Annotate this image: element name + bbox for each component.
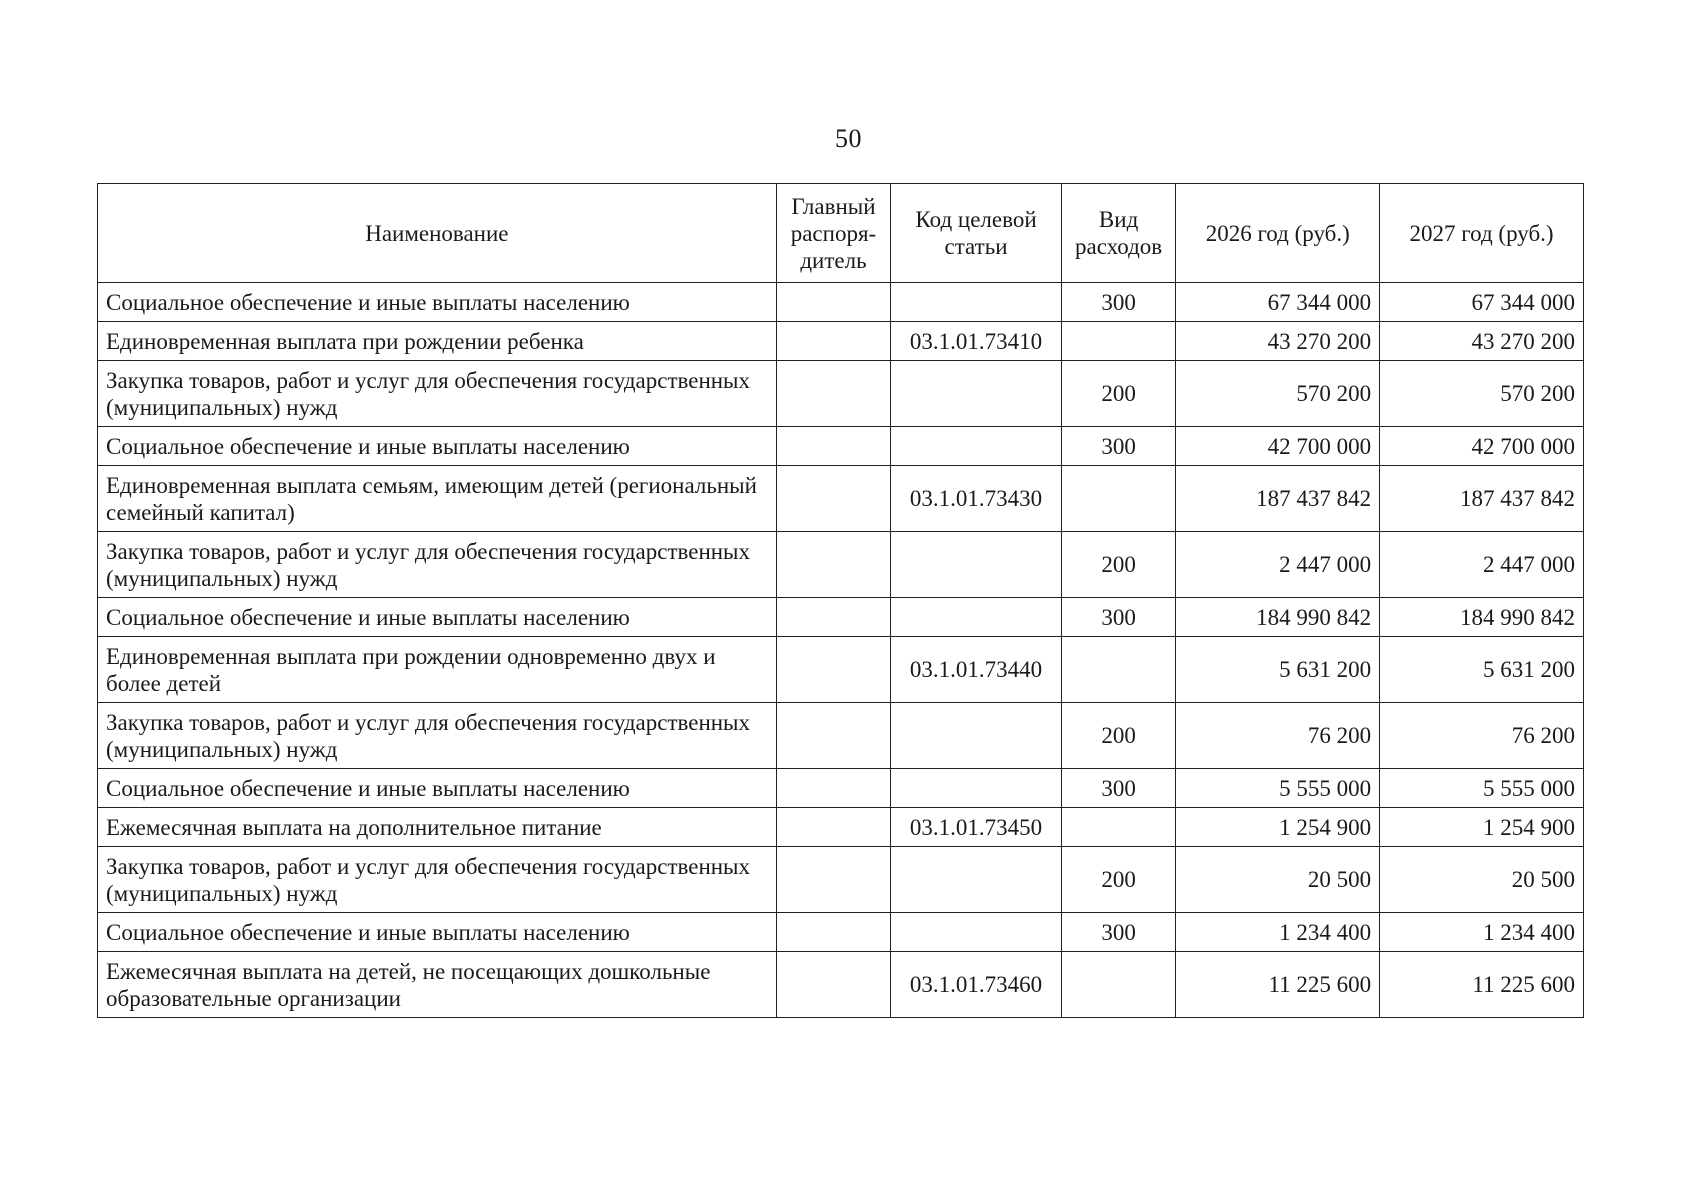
- cell-code: [891, 847, 1062, 913]
- cell-amount-2026: 187 437 842: [1176, 466, 1380, 532]
- table-row: [98, 532, 1584, 598]
- cell-name: Социальное обеспечение и иные выплаты населению: [98, 913, 777, 952]
- cell-amount-2027: 11 225 600: [1380, 952, 1584, 1018]
- table-row: [98, 952, 1584, 1018]
- cell-name: Единовременная выплата при рождении одновременно двух и более детей: [98, 637, 777, 703]
- cell-expense-type: 200: [1061, 847, 1175, 913]
- table-row: [98, 361, 1584, 427]
- cell-expense-type: [1061, 466, 1175, 532]
- budget-table: [97, 183, 1584, 1018]
- cell-manager: [776, 769, 890, 808]
- cell-manager: [776, 913, 890, 952]
- cell-code: 03.1.01.73440: [891, 637, 1062, 703]
- cell-amount-2026: 1 234 400: [1176, 913, 1380, 952]
- cell-code: [891, 913, 1062, 952]
- cell-manager: [776, 952, 890, 1018]
- cell-name: Единовременная выплата семьям, имеющим детей (региональный семейный капитал): [98, 466, 777, 532]
- cell-code: [891, 427, 1062, 466]
- cell-code: [891, 703, 1062, 769]
- cell-amount-2027: 42 700 000: [1380, 427, 1584, 466]
- cell-amount-2027: 1 254 900: [1380, 808, 1584, 847]
- cell-manager: [776, 598, 890, 637]
- table-row: [98, 598, 1584, 637]
- header-year-2026: 2026 год (руб.): [1176, 184, 1380, 283]
- table-row: [98, 808, 1584, 847]
- cell-amount-2026: 67 344 000: [1176, 283, 1380, 322]
- cell-expense-type: 300: [1061, 427, 1175, 466]
- table-header-row: [98, 184, 1584, 283]
- cell-amount-2027: 67 344 000: [1380, 283, 1584, 322]
- cell-amount-2026: 5 555 000: [1176, 769, 1380, 808]
- cell-code: [891, 532, 1062, 598]
- table-row: [98, 466, 1584, 532]
- cell-amount-2026: 570 200: [1176, 361, 1380, 427]
- cell-amount-2027: 570 200: [1380, 361, 1584, 427]
- cell-amount-2026: 42 700 000: [1176, 427, 1380, 466]
- cell-name: Закупка товаров, работ и услуг для обеспечения государственных (муниципальных) нужд: [98, 703, 777, 769]
- cell-amount-2027: 76 200: [1380, 703, 1584, 769]
- header-year-2027: 2027 год (руб.): [1380, 184, 1584, 283]
- cell-manager: [776, 283, 890, 322]
- cell-manager: [776, 847, 890, 913]
- cell-manager: [776, 361, 890, 427]
- table-row: [98, 847, 1584, 913]
- cell-amount-2027: 2 447 000: [1380, 532, 1584, 598]
- cell-code: 03.1.01.73460: [891, 952, 1062, 1018]
- cell-code: [891, 283, 1062, 322]
- table-row: [98, 703, 1584, 769]
- cell-expense-type: 300: [1061, 283, 1175, 322]
- cell-expense-type: 300: [1061, 598, 1175, 637]
- cell-code: 03.1.01.73450: [891, 808, 1062, 847]
- cell-amount-2026: 11 225 600: [1176, 952, 1380, 1018]
- cell-amount-2026: 20 500: [1176, 847, 1380, 913]
- cell-expense-type: 300: [1061, 913, 1175, 952]
- cell-manager: [776, 466, 890, 532]
- cell-amount-2027: 43 270 200: [1380, 322, 1584, 361]
- cell-expense-type: 200: [1061, 703, 1175, 769]
- cell-code: [891, 361, 1062, 427]
- cell-expense-type: [1061, 637, 1175, 703]
- cell-amount-2026: 76 200: [1176, 703, 1380, 769]
- cell-manager: [776, 322, 890, 361]
- header-type: Вид расходов: [1061, 184, 1175, 283]
- table-row: [98, 322, 1584, 361]
- cell-amount-2027: 5 555 000: [1380, 769, 1584, 808]
- table-row: [98, 283, 1584, 322]
- header-code: Код целевой статьи: [891, 184, 1062, 283]
- header-name: Наименование: [98, 184, 777, 283]
- cell-name: Социальное обеспечение и иные выплаты населению: [98, 427, 777, 466]
- cell-name: Социальное обеспечение и иные выплаты населению: [98, 769, 777, 808]
- cell-amount-2026: 1 254 900: [1176, 808, 1380, 847]
- cell-amount-2026: 2 447 000: [1176, 532, 1380, 598]
- cell-name: Закупка товаров, работ и услуг для обеспечения государственных (муниципальных) нужд: [98, 361, 777, 427]
- cell-expense-type: 200: [1061, 532, 1175, 598]
- cell-amount-2027: 187 437 842: [1380, 466, 1584, 532]
- cell-manager: [776, 532, 890, 598]
- cell-expense-type: [1061, 808, 1175, 847]
- table-row: [98, 913, 1584, 952]
- cell-expense-type: [1061, 322, 1175, 361]
- cell-amount-2026: 5 631 200: [1176, 637, 1380, 703]
- cell-code: 03.1.01.73410: [891, 322, 1062, 361]
- cell-manager: [776, 637, 890, 703]
- header-manager: Главный распоря-дитель: [776, 184, 890, 283]
- cell-code: 03.1.01.73430: [891, 466, 1062, 532]
- cell-name: Единовременная выплата при рождении ребенка: [98, 322, 777, 361]
- cell-name: Закупка товаров, работ и услуг для обеспечения государственных (муниципальных) нужд: [98, 847, 777, 913]
- cell-code: [891, 769, 1062, 808]
- cell-name: Социальное обеспечение и иные выплаты населению: [98, 598, 777, 637]
- cell-name: Ежемесячная выплата на дополнительное питание: [98, 808, 777, 847]
- table-row: [98, 637, 1584, 703]
- cell-manager: [776, 427, 890, 466]
- table-row: [98, 427, 1584, 466]
- cell-name: Закупка товаров, работ и услуг для обеспечения государственных (муниципальных) нужд: [98, 532, 777, 598]
- cell-name: Ежемесячная выплата на детей, не посещающих дошкольные образовательные организации: [98, 952, 777, 1018]
- cell-manager: [776, 808, 890, 847]
- cell-code: [891, 598, 1062, 637]
- cell-amount-2027: 1 234 400: [1380, 913, 1584, 952]
- cell-amount-2026: 43 270 200: [1176, 322, 1380, 361]
- cell-name: Социальное обеспечение и иные выплаты населению: [98, 283, 777, 322]
- cell-amount-2026: 184 990 842: [1176, 598, 1380, 637]
- table-row: [98, 769, 1584, 808]
- cell-expense-type: [1061, 952, 1175, 1018]
- cell-expense-type: 200: [1061, 361, 1175, 427]
- cell-expense-type: 300: [1061, 769, 1175, 808]
- page-number: 50: [835, 124, 862, 153]
- cell-amount-2027: 5 631 200: [1380, 637, 1584, 703]
- cell-amount-2027: 20 500: [1380, 847, 1584, 913]
- cell-manager: [776, 703, 890, 769]
- cell-amount-2027: 184 990 842: [1380, 598, 1584, 637]
